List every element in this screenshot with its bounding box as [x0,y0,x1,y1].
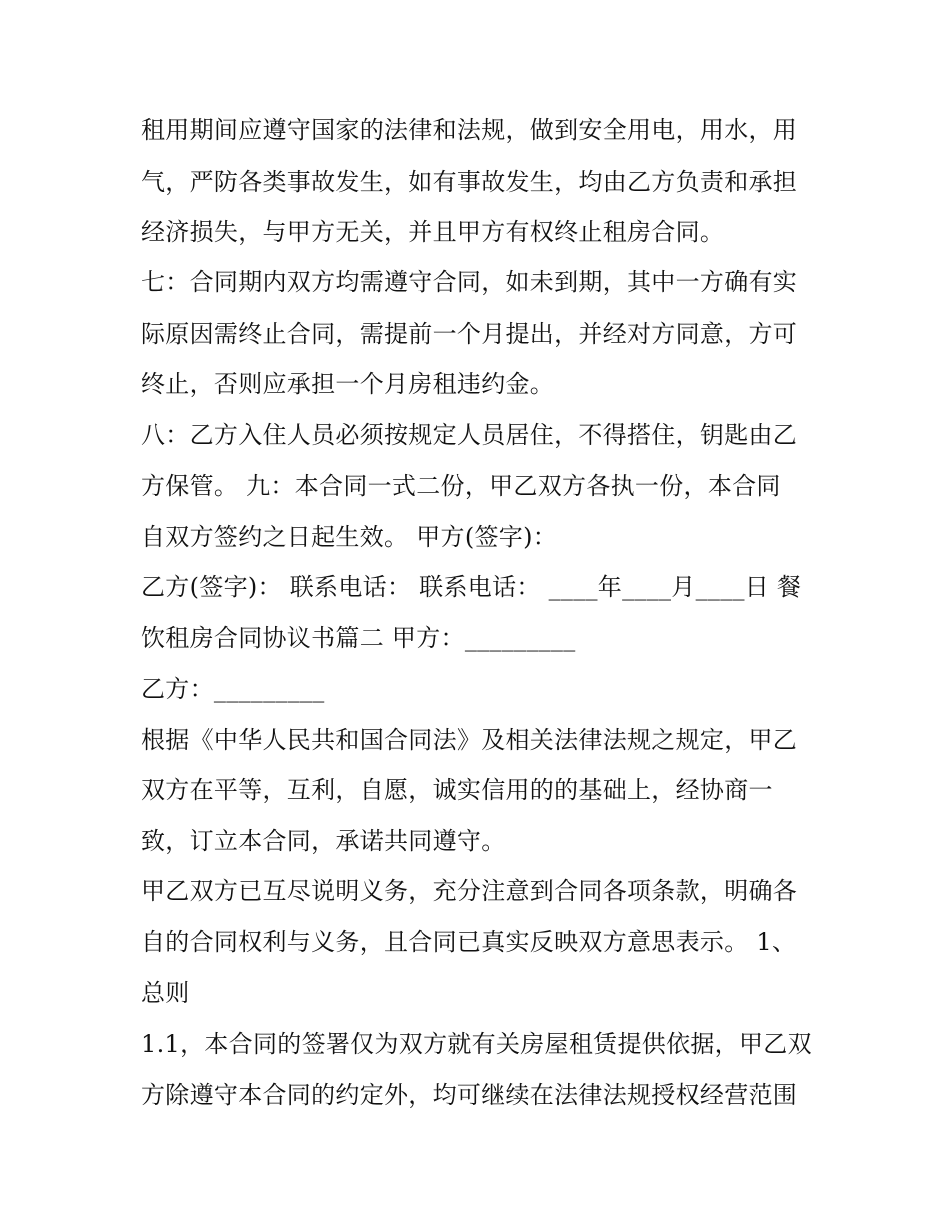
text-line: 乙方(签字)： 联系电话： 联系电话： ____年____月____日 餐 [141,573,802,601]
text-line: 自双方签约之日起生效。 甲方(签字)： [141,523,558,551]
text-line: 气，严防各类事故发生，如有事故发生，均由乙方负责和承担 [141,168,798,196]
text-line: 根据《中华人民共和国合同法》及相关法律法规之规定，甲乙 [141,726,798,754]
text-line: 七：合同期内双方均需遵守合同，如未到期，其中一方确有实 [141,268,798,296]
text-line: 方保管。 九：本合同一式二份，甲乙双方各执一份，本合同 [141,472,781,500]
text-line: 致，订立本合同，承诺共同遵守。 [141,827,506,855]
text-line: 自的合同权利与义务，且合同已真实反映双方意思表示。 1、 [141,928,797,956]
text-line: 终止，否则应承担一个月房租违约金。 [141,370,555,398]
text-line: 方除遵守本合同的约定外，均可继续在法律法规授权经营范围 [141,1081,798,1109]
text-line: 租用期间应遵守国家的法律和法规，做到安全用电，用水，用 [141,116,798,144]
text-line: 饮租房合同协议书篇二 甲方：_________ [141,624,576,652]
text-line: 乙方：_________ [141,675,325,703]
text-line: 甲乙双方已互尽说明义务，充分注意到合同各项条款，明确各 [141,877,798,905]
text-line: 双方在平等，互利，自愿，诚实信用的的基础上，经协商一 [141,776,773,804]
text-line: 际原因需终止合同，需提前一个月提出，并经对方同意，方可 [141,320,798,348]
text-line: 经济损失，与甲方无关，并且甲方有权终止租房合同。 [141,218,725,246]
text-line: 总则 [141,979,190,1007]
text-line: 八：乙方入住人员必须按规定人员居住，不得搭住，钥匙由乙 [141,421,798,449]
text-line: 1.1，本合同的签署仅为双方就有关房屋租赁提供依据，甲乙双 [141,1030,812,1058]
